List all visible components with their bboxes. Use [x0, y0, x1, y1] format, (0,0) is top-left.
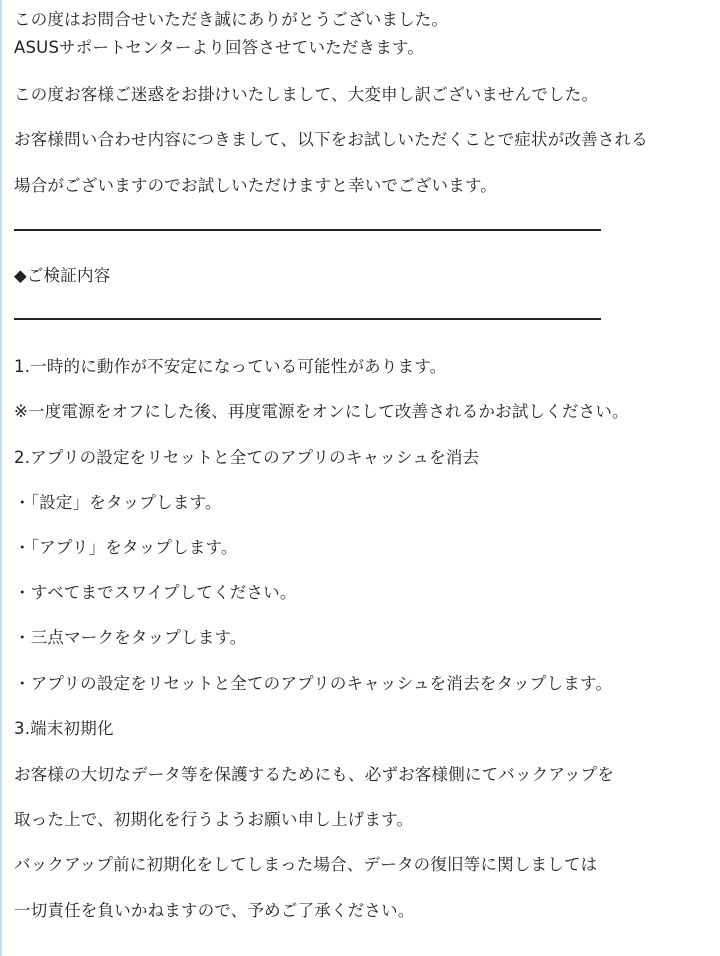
step-2-item-apps: ・「アプリ」をタップします。: [14, 538, 238, 557]
step-1-title: 1.一時的に動作が不安定になっている可能性があります。: [14, 357, 447, 376]
step-3-text-2: 取った上で、初期化を行うようお願い申し上げます。: [14, 810, 414, 829]
step-2-title: 2.アプリの設定をリセットと全てのアプリのキャッシュを消去: [14, 448, 480, 467]
verification-heading: ◆ご検証内容: [14, 266, 111, 285]
step-2-item-menu: ・三点マークをタップします。: [14, 628, 247, 647]
divider-bottom: [14, 318, 601, 320]
left-border: [0, 0, 2, 956]
apology-line: この度お客様ご迷惑をお掛けいたしまして、大変申し訳ございませんでした。: [14, 85, 599, 104]
step-2-item-reset: ・アプリの設定をリセットと全てのアプリのキャッシュを消去をタップします。: [14, 674, 613, 693]
step-3-text-1: お客様の大切なデータ等を保護するためにも、必ずお客様側にてバックアップを: [14, 765, 615, 784]
step-3-text-3: バックアップ前に初期化をしてしまった場合、データの復旧等に関しましては: [14, 855, 598, 874]
step-2-item-settings: ・「設定」をタップします。: [14, 493, 222, 512]
step-1-note: ※一度電源をオフにした後、再度電源をオンにして改善されるかお試しください。: [14, 402, 629, 421]
support-center-line: ASUSサポートセンターより回答させていただきます。: [14, 38, 425, 57]
guidance-line-1: お客様問い合わせ内容につきまして、以下をお試しいただくことで症状が改善される: [14, 130, 648, 149]
greeting-line: この度はお問合せいただき誠にありがとうございました。: [14, 10, 449, 29]
divider-top: [14, 229, 601, 231]
guidance-line-2: 場合がございますのでお試しいただけますと幸いでございます。: [14, 176, 497, 195]
step-3-title: 3.端末初期化: [14, 719, 114, 738]
step-3-text-4: 一切責任を負いかねますので、予めご了承ください。: [14, 901, 415, 920]
step-2-item-swipe: ・すべてまでスワイプしてください。: [14, 583, 297, 602]
